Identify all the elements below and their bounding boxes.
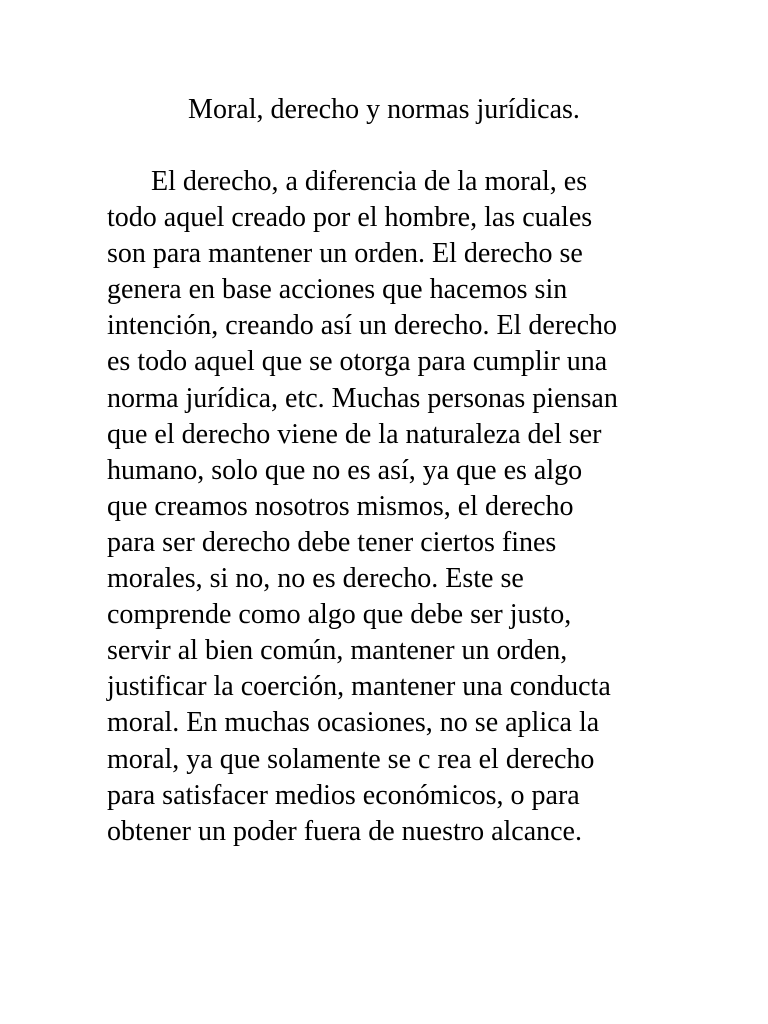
document-title: Moral, derecho y normas jurídicas. xyxy=(188,94,580,125)
paragraph-line: todo aquel creado por el hombre, las cuales xyxy=(107,202,593,234)
paragraph-line: obtener un poder fuera de nuestro alcance. xyxy=(107,815,582,847)
paragraph-line: es todo aquel que se otorga para cumplir una xyxy=(107,346,608,378)
paragraph-line: justificar la coerción, mantener una conducta xyxy=(107,671,611,703)
paragraph-line: genera en base acciones que hacemos sin xyxy=(107,274,568,306)
paragraph-line: comprende como algo que debe ser justo, xyxy=(107,599,572,631)
paragraph-line: humano, solo que no es así, ya que es algo xyxy=(107,454,583,486)
paragraph-line: moral. En muchas ocasiones, no se aplica la xyxy=(107,707,600,739)
document-paragraph xyxy=(107,164,667,850)
paragraph-line: para satisfacer medios económicos, o para xyxy=(107,779,580,811)
paragraph-line: para ser derecho debe tener ciertos fines xyxy=(107,526,557,558)
paragraph-line: son para mantener un orden. El derecho se xyxy=(107,238,583,270)
paragraph-line: El derecho, a diferencia de la moral, es xyxy=(151,166,588,197)
paragraph-line: morales, si no, no es derecho. Este se xyxy=(107,563,524,595)
paragraph-line: intención, creando así un derecho. El derecho xyxy=(107,310,618,342)
paragraph-line: servir al bien común, mantener un orden, xyxy=(107,635,568,667)
paragraph-line: moral, ya que solamente se c rea el derecho xyxy=(107,743,595,775)
paragraph-line: que creamos nosotros mismos, el derecho xyxy=(107,490,574,522)
paragraph-line: que el derecho viene de la naturaleza del ser xyxy=(107,418,602,450)
paragraph-line: norma jurídica, etc. Muchas personas piensan xyxy=(107,382,618,414)
